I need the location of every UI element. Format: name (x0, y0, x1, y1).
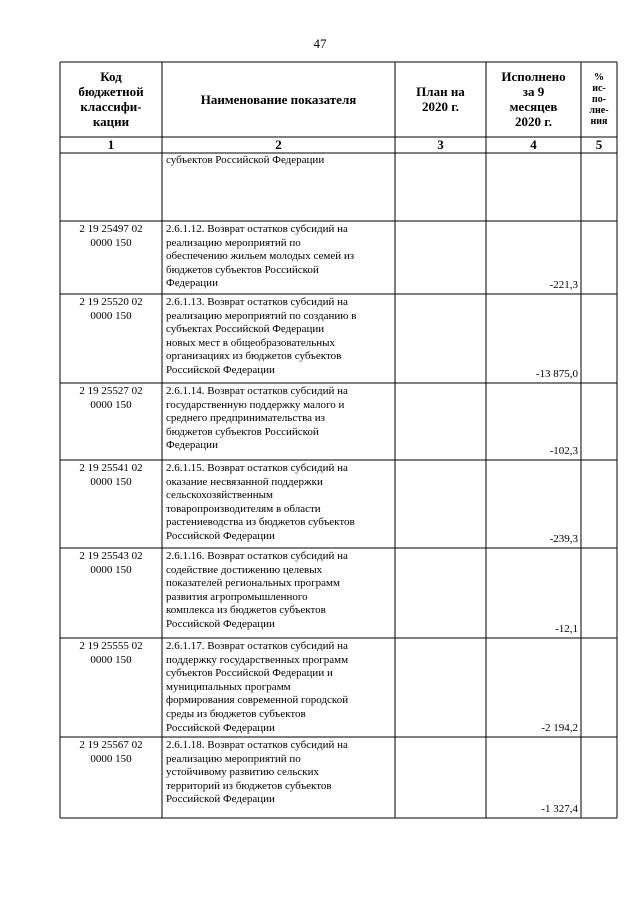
budget-code-line: 2 19 25543 02 (79, 550, 143, 562)
indicator-name-line: новых мест в общеобразовательных (166, 336, 336, 349)
page-number: 47 (313, 36, 327, 51)
column-number-3: 3 (437, 137, 444, 152)
budget-code-line: 2 19 25567 02 (79, 739, 143, 751)
indicator-name-line: содействие достижению целевых (166, 563, 323, 576)
executed-value: -1 327,4 (541, 803, 578, 816)
continuation-name-line: субъектов Российской Федерации (166, 154, 325, 166)
indicator-name-line: субъектов Российской Федерации и (166, 667, 333, 680)
header-name-column: Наименование показателя (200, 91, 357, 107)
indicator-name-line: среды из бюджетов субъектов (166, 708, 306, 720)
indicator-name-line: Федерации (166, 439, 218, 452)
budget-code-line: 0000 150 (90, 653, 132, 666)
indicator-name-line: Российской Федерации (166, 364, 275, 376)
indicator-name-line: Российской Федерации (166, 618, 275, 630)
indicator-name-line: оказание несвязанной поддержки (166, 475, 323, 488)
header-code-column: Код бюджетной классифи- кации (78, 69, 144, 129)
indicator-name-line: Российской Федерации (166, 721, 275, 734)
budget-code-line: 0000 150 (90, 236, 132, 249)
indicator-name-line: бюджетов субъектов Российской (166, 425, 319, 438)
indicator-name-line: 2.6.1.16. Возврат остатков субсидий на (166, 550, 348, 562)
indicator-name-line: Российской Федерации (166, 793, 275, 806)
indicator-name-line: формирования современной городской (166, 694, 349, 707)
header-plan-column: План на 2020 г. (416, 84, 465, 114)
budget-code-line: 0000 150 (90, 563, 132, 576)
executed-value: -102,3 (549, 445, 578, 458)
indicator-name-line: развития агропромышленного (166, 590, 308, 603)
indicator-name-line: муниципальных программ (166, 680, 291, 693)
executed-value: -12,1 (555, 623, 578, 636)
indicator-name-line: среднего предпринимательства из (166, 412, 326, 425)
indicator-name-line: 2.6.1.12. Возврат остатков субсидий на (166, 223, 348, 235)
indicator-name-line: реализацию мероприятий по (166, 236, 301, 249)
budget-code-line: 0000 150 (90, 398, 132, 411)
executed-value: -221,3 (549, 279, 578, 292)
column-number-4: 4 (530, 137, 537, 152)
indicator-name-line: 2.6.1.18. Возврат остатков субсидий на (166, 739, 348, 751)
header-percent-column: % ис- по- лне- ния (589, 71, 609, 127)
indicator-name-line: 2.6.1.17. Возврат остатков субсидий на (166, 640, 348, 652)
indicator-name-line: государственную поддержку малого и (166, 398, 345, 411)
indicator-name-line: организациях из бюджетов субъектов (166, 350, 342, 363)
budget-code-line: 0000 150 (90, 752, 132, 765)
indicator-name-line: 2.6.1.15. Возврат остатков субсидий на (166, 462, 348, 474)
executed-value: -2 194,2 (541, 722, 578, 735)
indicator-name-line: устойчивому развитию сельских (166, 766, 319, 779)
indicator-name-line: Федерации (166, 277, 218, 290)
column-number-5: 5 (595, 137, 603, 152)
column-number-2: 2 (275, 137, 282, 152)
indicator-name-line: обеспечению жильем молодых семей из (166, 250, 355, 263)
indicator-name-line: субъектах Российской Федерации (166, 323, 325, 336)
budget-code-line: 2 19 25541 02 (79, 462, 143, 474)
indicator-name-line: 2.6.1.13. Возврат остатков субсидий на (166, 296, 348, 308)
indicator-name-line: Российской Федерации (166, 530, 275, 542)
indicator-name-line: сельскохозяйственным (166, 489, 273, 502)
indicator-name-line: бюджетов субъектов Российской (166, 263, 319, 276)
budget-code-line: 2 19 25555 02 (79, 640, 143, 652)
indicator-name-line: территорий из бюджетов субъектов (166, 779, 332, 792)
indicator-name-line: комплекса из бюджетов субъектов (166, 604, 326, 617)
budget-code-line: 2 19 25527 02 (79, 385, 143, 397)
indicator-name-line: реализацию мероприятий по (166, 752, 301, 765)
indicator-name-line: поддержку государственных программ (166, 653, 349, 666)
budget-code-line: 2 19 25520 02 (79, 296, 143, 308)
executed-value: -13 875,0 (535, 368, 578, 381)
indicator-name-line: 2.6.1.14. Возврат остатков субсидий на (166, 385, 348, 397)
header-executed-column: Исполнено за 9 месяцев 2020 г. (501, 69, 566, 129)
executed-value: -239,3 (549, 533, 578, 546)
indicator-name-line: товаропроизводителям в области (166, 502, 321, 515)
column-number-1: 1 (107, 137, 115, 152)
budget-code-line: 2 19 25497 02 (79, 223, 143, 235)
indicator-name-line: показателей региональных программ (166, 577, 340, 590)
indicator-name-line: растениеводства из бюджетов субъектов (166, 516, 355, 529)
indicator-name-line: реализацию мероприятий по созданию в (166, 309, 357, 322)
budget-code-line: 0000 150 (90, 475, 132, 488)
budget-code-line: 0000 150 (90, 309, 132, 322)
